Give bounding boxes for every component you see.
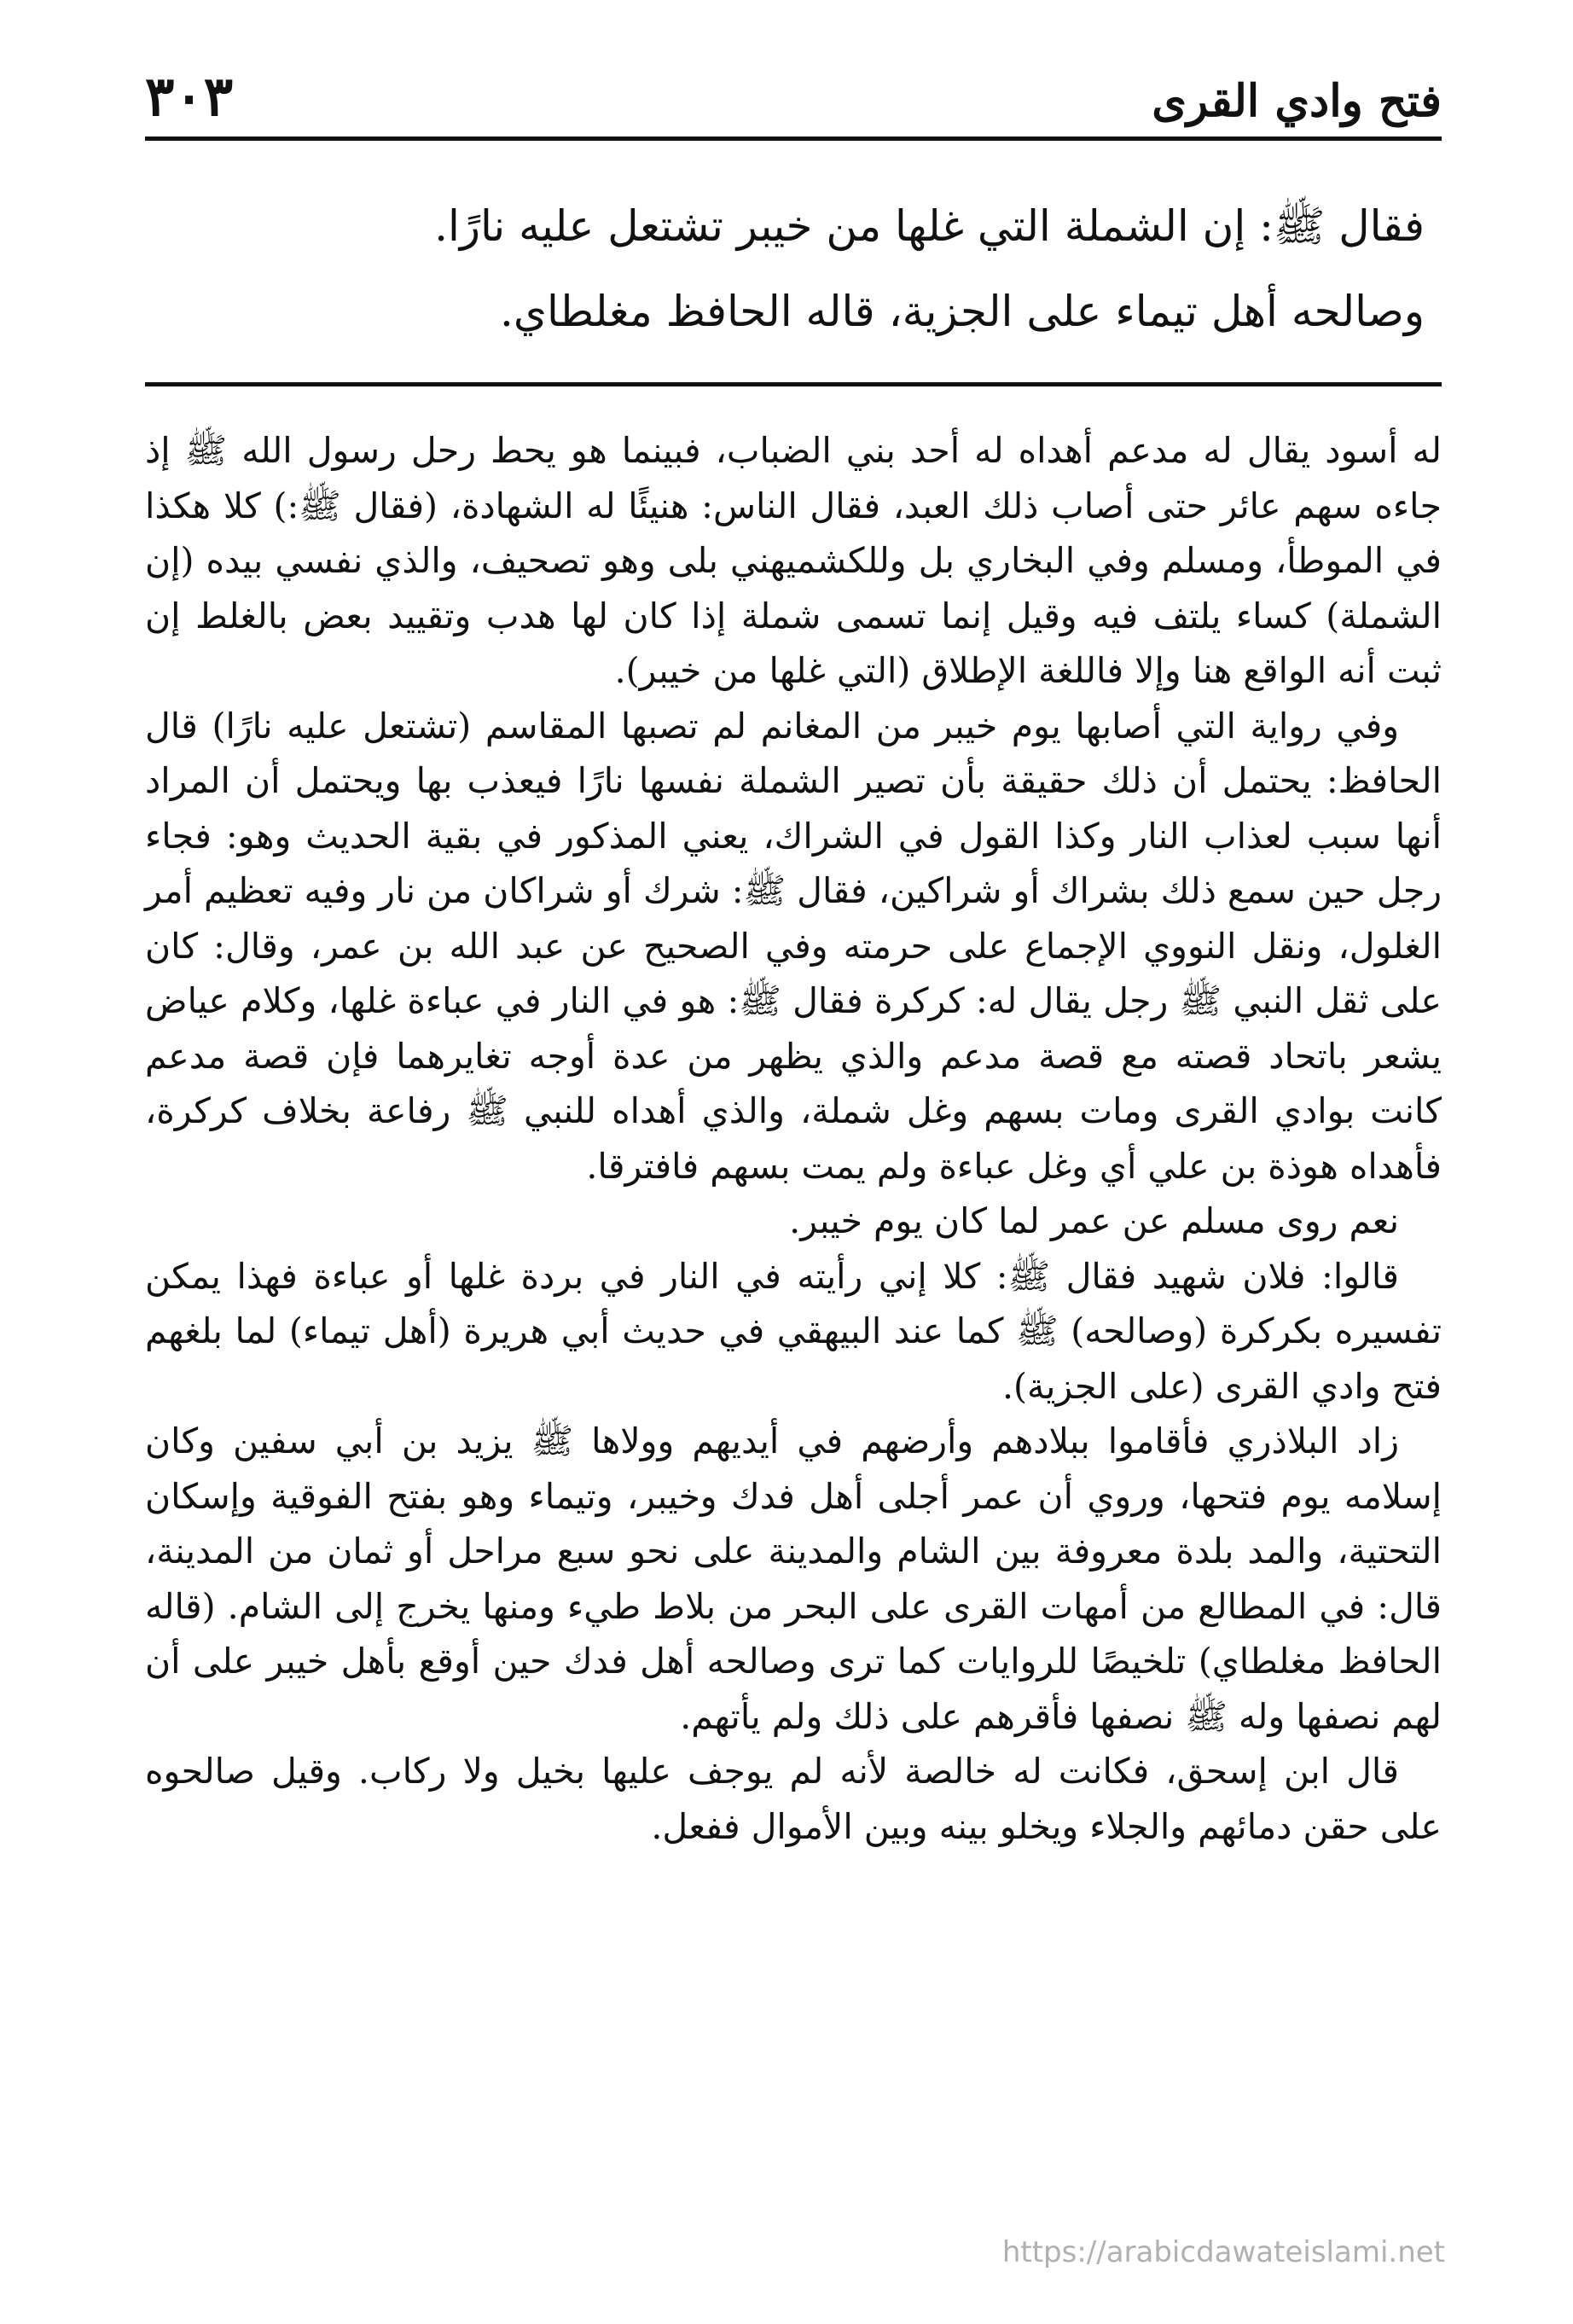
running-title: فتح وادي القرى <box>1152 75 1442 127</box>
main-text-line: وصالحه أهل تيماء على الجزية، قاله الحافظ مغلطاي. <box>499 287 1425 336</box>
commentary-paragraph: وفي رواية التي أصابها يوم خيبر من المغانم لم تصبها المقاسم (تشتعل عليه نارًا) قال الحافظ: يحتمل أن ذلك حقيقة بأن تصير الشملة نفسها نارًا فيعذب بها ويحتمل أن المراد أنها سبب لعذاب النار وكذا القول في الشراك، يعني المذكور في بقية الحديث وهو: فجاء رجل حين سمع ذلك بشراك أو شراكين، فقال ﷺ: شرك أو شراكان من نار وفيه تعظيم أمر الغلول، ونقل النووي الإجماع على حرمته وفي الصحيح عن عبد الله بن عمر، وقال: كان على ثقل النبي ﷺ رجل يقال له: كركرة فقال ﷺ: هو في النار في عباءة غلها، وكلام عياض يشعر باتحاد قصته مع قصة مدعم والذي يظهر من عدة أوجه تغايرهما فإن قصة مدعم كانت بوادي القرى ومات بسهم وغل شملة، والذي أهداه للنبي ﷺ رفاعة بخلاف كركرة، فأهداه هوذة بن علي أي وغل عباءة ولم يمت بسهم فافترقا. <box>144 705 1442 1187</box>
page-number: ٣٠٣ <box>145 65 234 129</box>
commentary-paragraph: له أسود يقال له مدعم أهداه له أحد بني الضباب، فبينما هو يحط رحل رسول الله ﷺ إذ جاءه سهم عائر حتى أصاب ذلك العبد، فقال الناس: هنيئًا له الشهادة، (فقال ﷺ:) كلا هكذا في الموطأ، ومسلم وفي البخاري بل وللكشميهني بلى وهو تصحيف، والذي نفسي بيده (إن الشملة) كساء يلتف فيه وقيل إنما تسمى شملة إذا كان لها هدب وتقييد بعض بالغلط إن ثبت أنه الواقع هنا وإلا فاللغة الإطلاق (التي غلها من خيبر). <box>145 430 1442 691</box>
commentary-paragraph: زاد البلاذري فأقاموا ببلادهم وأرضهم في أيديهم وولاها ﷺ يزيد بن أبي سفين وكان إسلامه يوم فتحها، وروي أن عمر أجلى أهل فدك وخيبر، وتيماء وهو بفتح الفوقية وإسكان التحتية، والمد بلدة معروفة بين الشام والمدينة على نحو سبع مراحل أو ثمان من المدينة، قال: في المطالع من أمهات القرى على البحر من بلاط طيء ومنها يخرج إلى الشام. (قاله الحافظ مغلطاي) تلخيصًا للروايات كما ترى وصالحه أهل فدك حين أوقع بأهل خيبر على أن لهم نصفها وله ﷺ نصفها فأقرهم على ذلك ولم يأتهم. <box>145 1421 1442 1737</box>
commentary-paragraph: نعم روى مسلم عن عمر لما كان يوم خيبر. <box>789 1200 1399 1241</box>
commentary-paragraph: قالوا: فلان شهيد فقال ﷺ: كلا إني رأيته في النار في بردة غلها أو عباءة فهذا يمكن تفسيره بكركرة (وصالحه) ﷺ كما عند البيهقي في حديث أبي هريرة (أهل تيماء) لما بلغهم فتح وادي القرى (على الجزية). <box>145 1255 1442 1407</box>
commentary-paragraph: قال ابن إسحق، فكانت له خالصة لأنه لم يوجف عليها بخيل ولا ركاب. وقيل صالحوه على حقن دمائهم والجلاء ويخلو بينه وبين الأموال ففعل. <box>145 1751 1442 1847</box>
main-text <box>145 183 1442 354</box>
commentary-text <box>145 423 1442 1854</box>
section-divider <box>145 382 1442 386</box>
main-text-line: فقال ﷺ: إن الشملة التي غلها من خيبر تشتعل عليه نارًا. <box>434 201 1425 251</box>
page-header <box>145 60 1442 137</box>
watermark-url: https://arabicdawateislami.net <box>1001 2235 1445 2269</box>
header-rule <box>145 137 1442 141</box>
